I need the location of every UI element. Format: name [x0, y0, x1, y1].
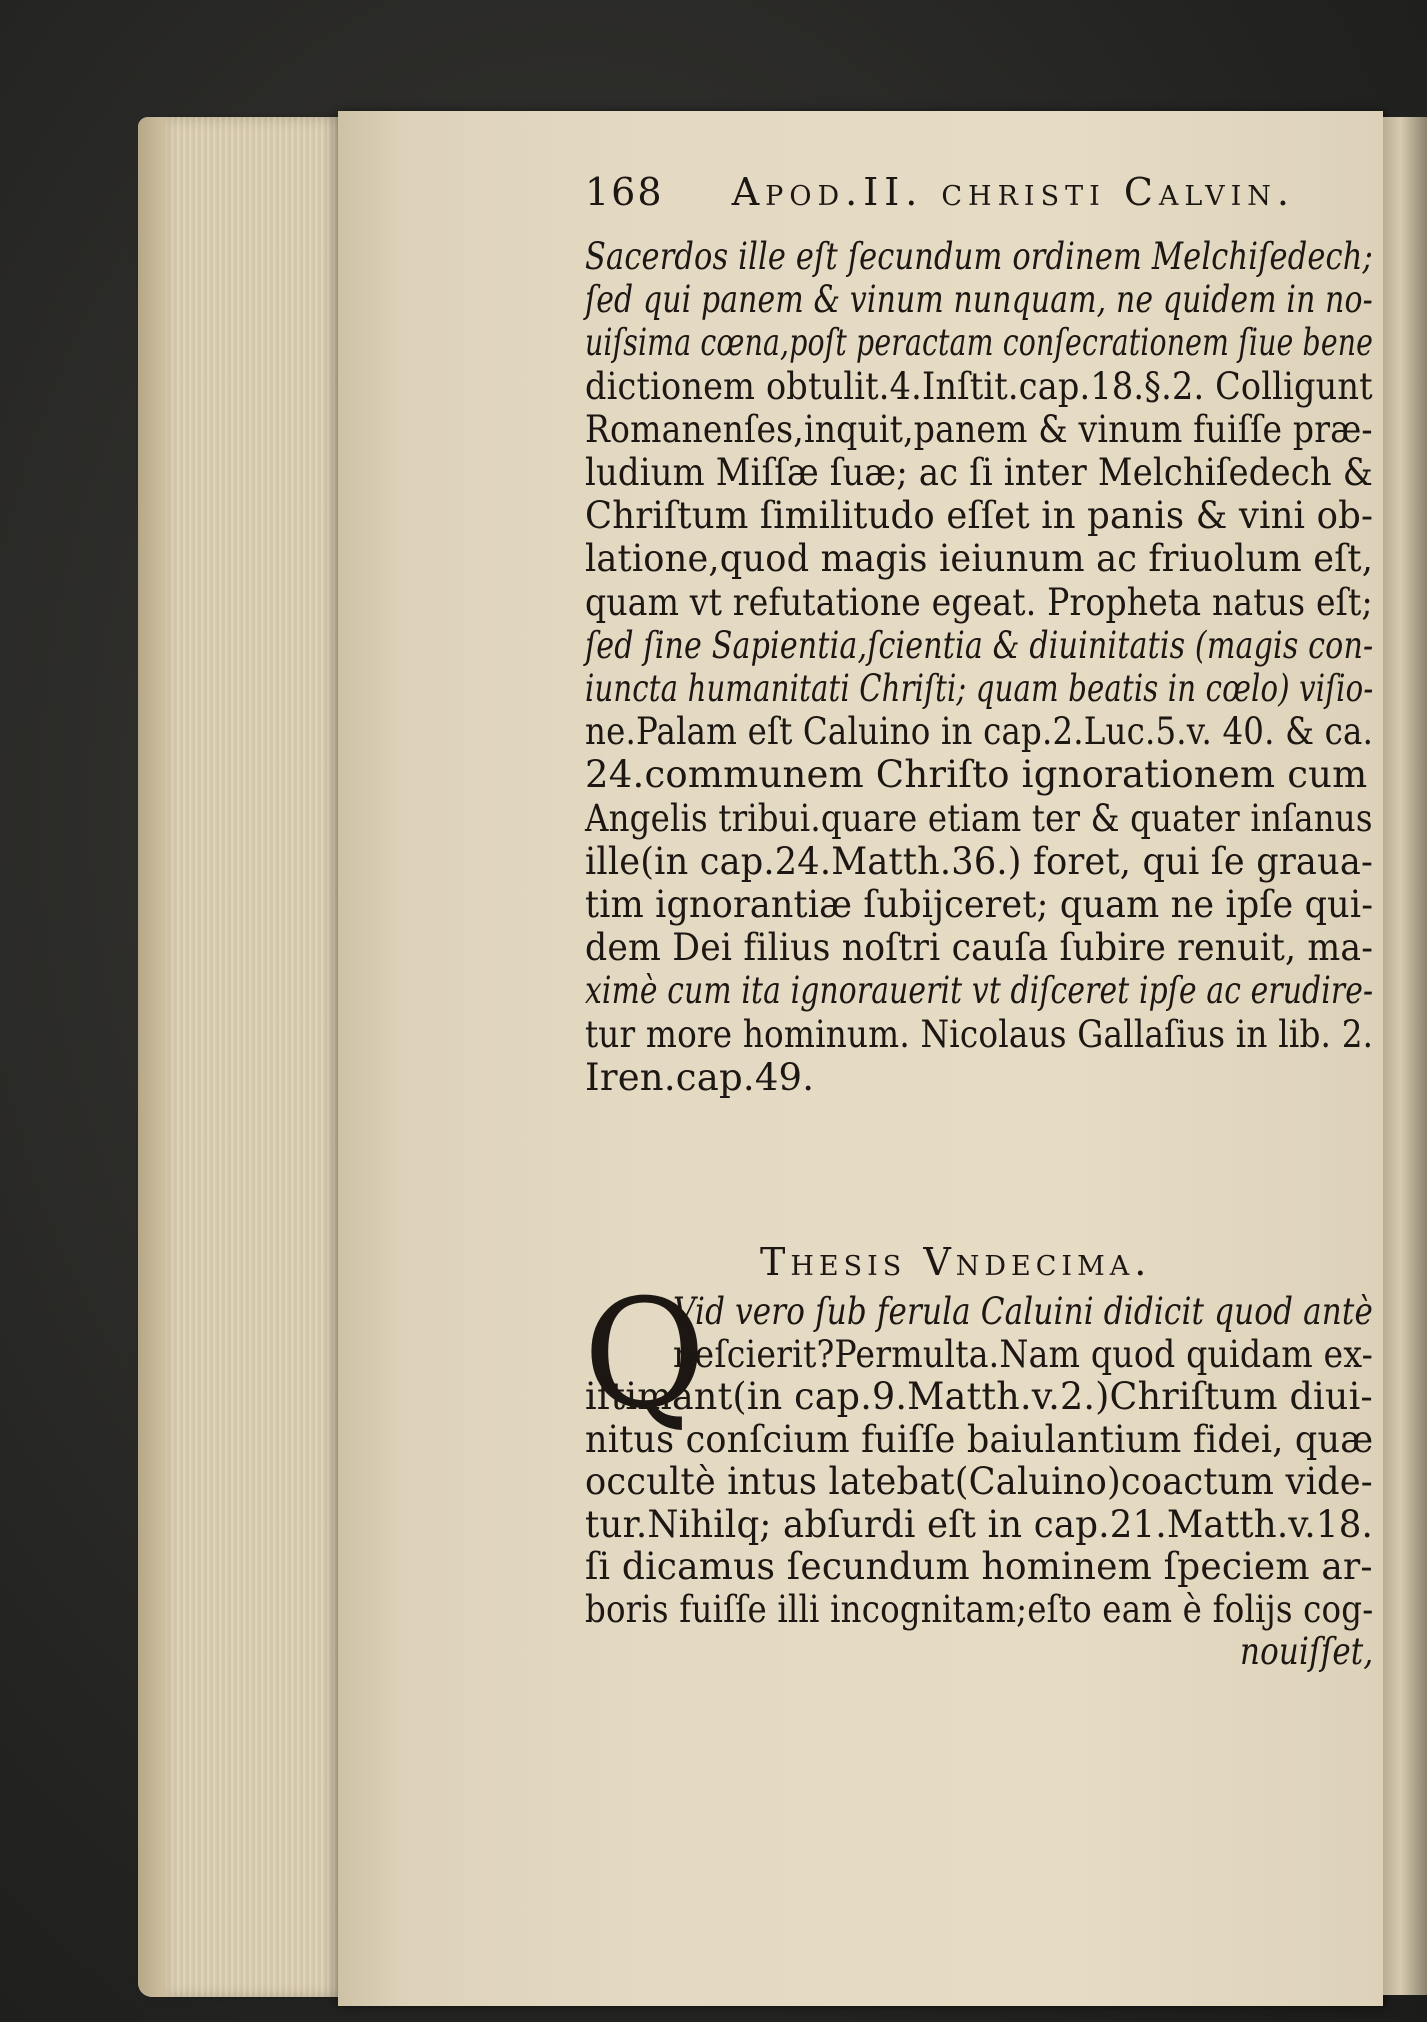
text-line: tur.Nihilq; abſurdi eſt in cap.21.Matth.v.18.: [585, 1502, 1374, 1546]
text-line: tur more hominum. Nicolaus Gallaſius in lib. 2.: [585, 1012, 1374, 1056]
text-line: neſcierit?Permulta.Nam quod quidam ex-: [673, 1332, 1374, 1376]
text-line: Sacerdos ille eſt ſecundum ordinem Melchiſedech;: [585, 235, 1373, 278]
text-line: Vid vero ſub ferula Caluini didicit quod antè: [673, 1290, 1373, 1333]
text-line: boris fuiſſe illi incognitam;eſto eam è folijs cog-: [585, 1587, 1374, 1631]
text-line: ille(in cap.24.Matth.36.) foret, qui ſe graua-: [585, 839, 1374, 883]
text-line: Romanenſes,inquit,panem & vinum fuiſſe præ-: [585, 407, 1373, 451]
section-heading: Thesis Vndecima.: [760, 1240, 1152, 1284]
text-line: Iren.cap.49.: [585, 1055, 815, 1099]
text-line: iſtimant(in cap.9.Matth.v.2.)Chriſtum diui-: [585, 1375, 1373, 1418]
text-line: dem Dei filius noſtri cauſa ſubire renuit, ma-: [585, 926, 1374, 970]
text-line: nitus conſcium fuiſſe baiulantium fidei, quæ: [585, 1417, 1374, 1461]
drop-cap: Q: [583, 1268, 706, 1442]
text-line: Angelis tribui.quare etiam ter & quater inſanus: [585, 796, 1373, 840]
text-line: iuncta humanitati Chriſti; quam beatis in cœlo) viſio-: [585, 667, 1374, 710]
text-line: ximè cum ita ignorauerit vt diſceret ipſe ac erudire-: [585, 969, 1374, 1013]
text-line: ſed qui panem & vinum nunquam, ne quidem in no-: [585, 278, 1373, 322]
running-header: [585, 170, 1295, 214]
text-line: ſed ſine Sapientia,ſcientia & diuinitatis (magis con-: [585, 623, 1374, 667]
page-edges: [138, 117, 348, 1997]
text-line: latione,quod magis ieiunum ac friuolum eſt,: [585, 537, 1374, 581]
text-line: dictionem obtulit.4.Inſtit.cap.18.§.2. Colligunt: [585, 364, 1373, 408]
text-line: tim ignorantiæ ſubijceret; quam ne ipſe qui-: [585, 883, 1374, 926]
text-line: ne.Palam eſt Caluino in cap.2.Luc.5.v. 40. & ca.: [585, 710, 1374, 754]
running-title: Apod.II. christi Calvin.: [731, 170, 1295, 214]
text-line: uiſsima cœna,poſt peractam conſecrationem ſiue bene: [585, 321, 1374, 365]
facing-page-edge: [1383, 117, 1427, 1995]
text-line: Chriſtum ſimilitudo eſſet in panis & vini ob-: [585, 494, 1374, 538]
text-line: ludium Miſſæ ſuæ; ac ſi inter Melchiſedech &: [585, 451, 1373, 494]
text-line: occultè intus latebat(Caluino)coactum vide-: [585, 1460, 1373, 1503]
text-line: 24.communem Chriſto ignorationem cum: [585, 753, 1368, 797]
text-line: quam vt refutatione egeat. Propheta natus eſt;: [585, 580, 1373, 624]
text-line: ſi dicamus ſecundum hominem ſpeciem ar-: [585, 1545, 1373, 1588]
page-number: 168: [585, 170, 664, 214]
text-line: nouiſſet,: [1240, 1630, 1374, 1673]
